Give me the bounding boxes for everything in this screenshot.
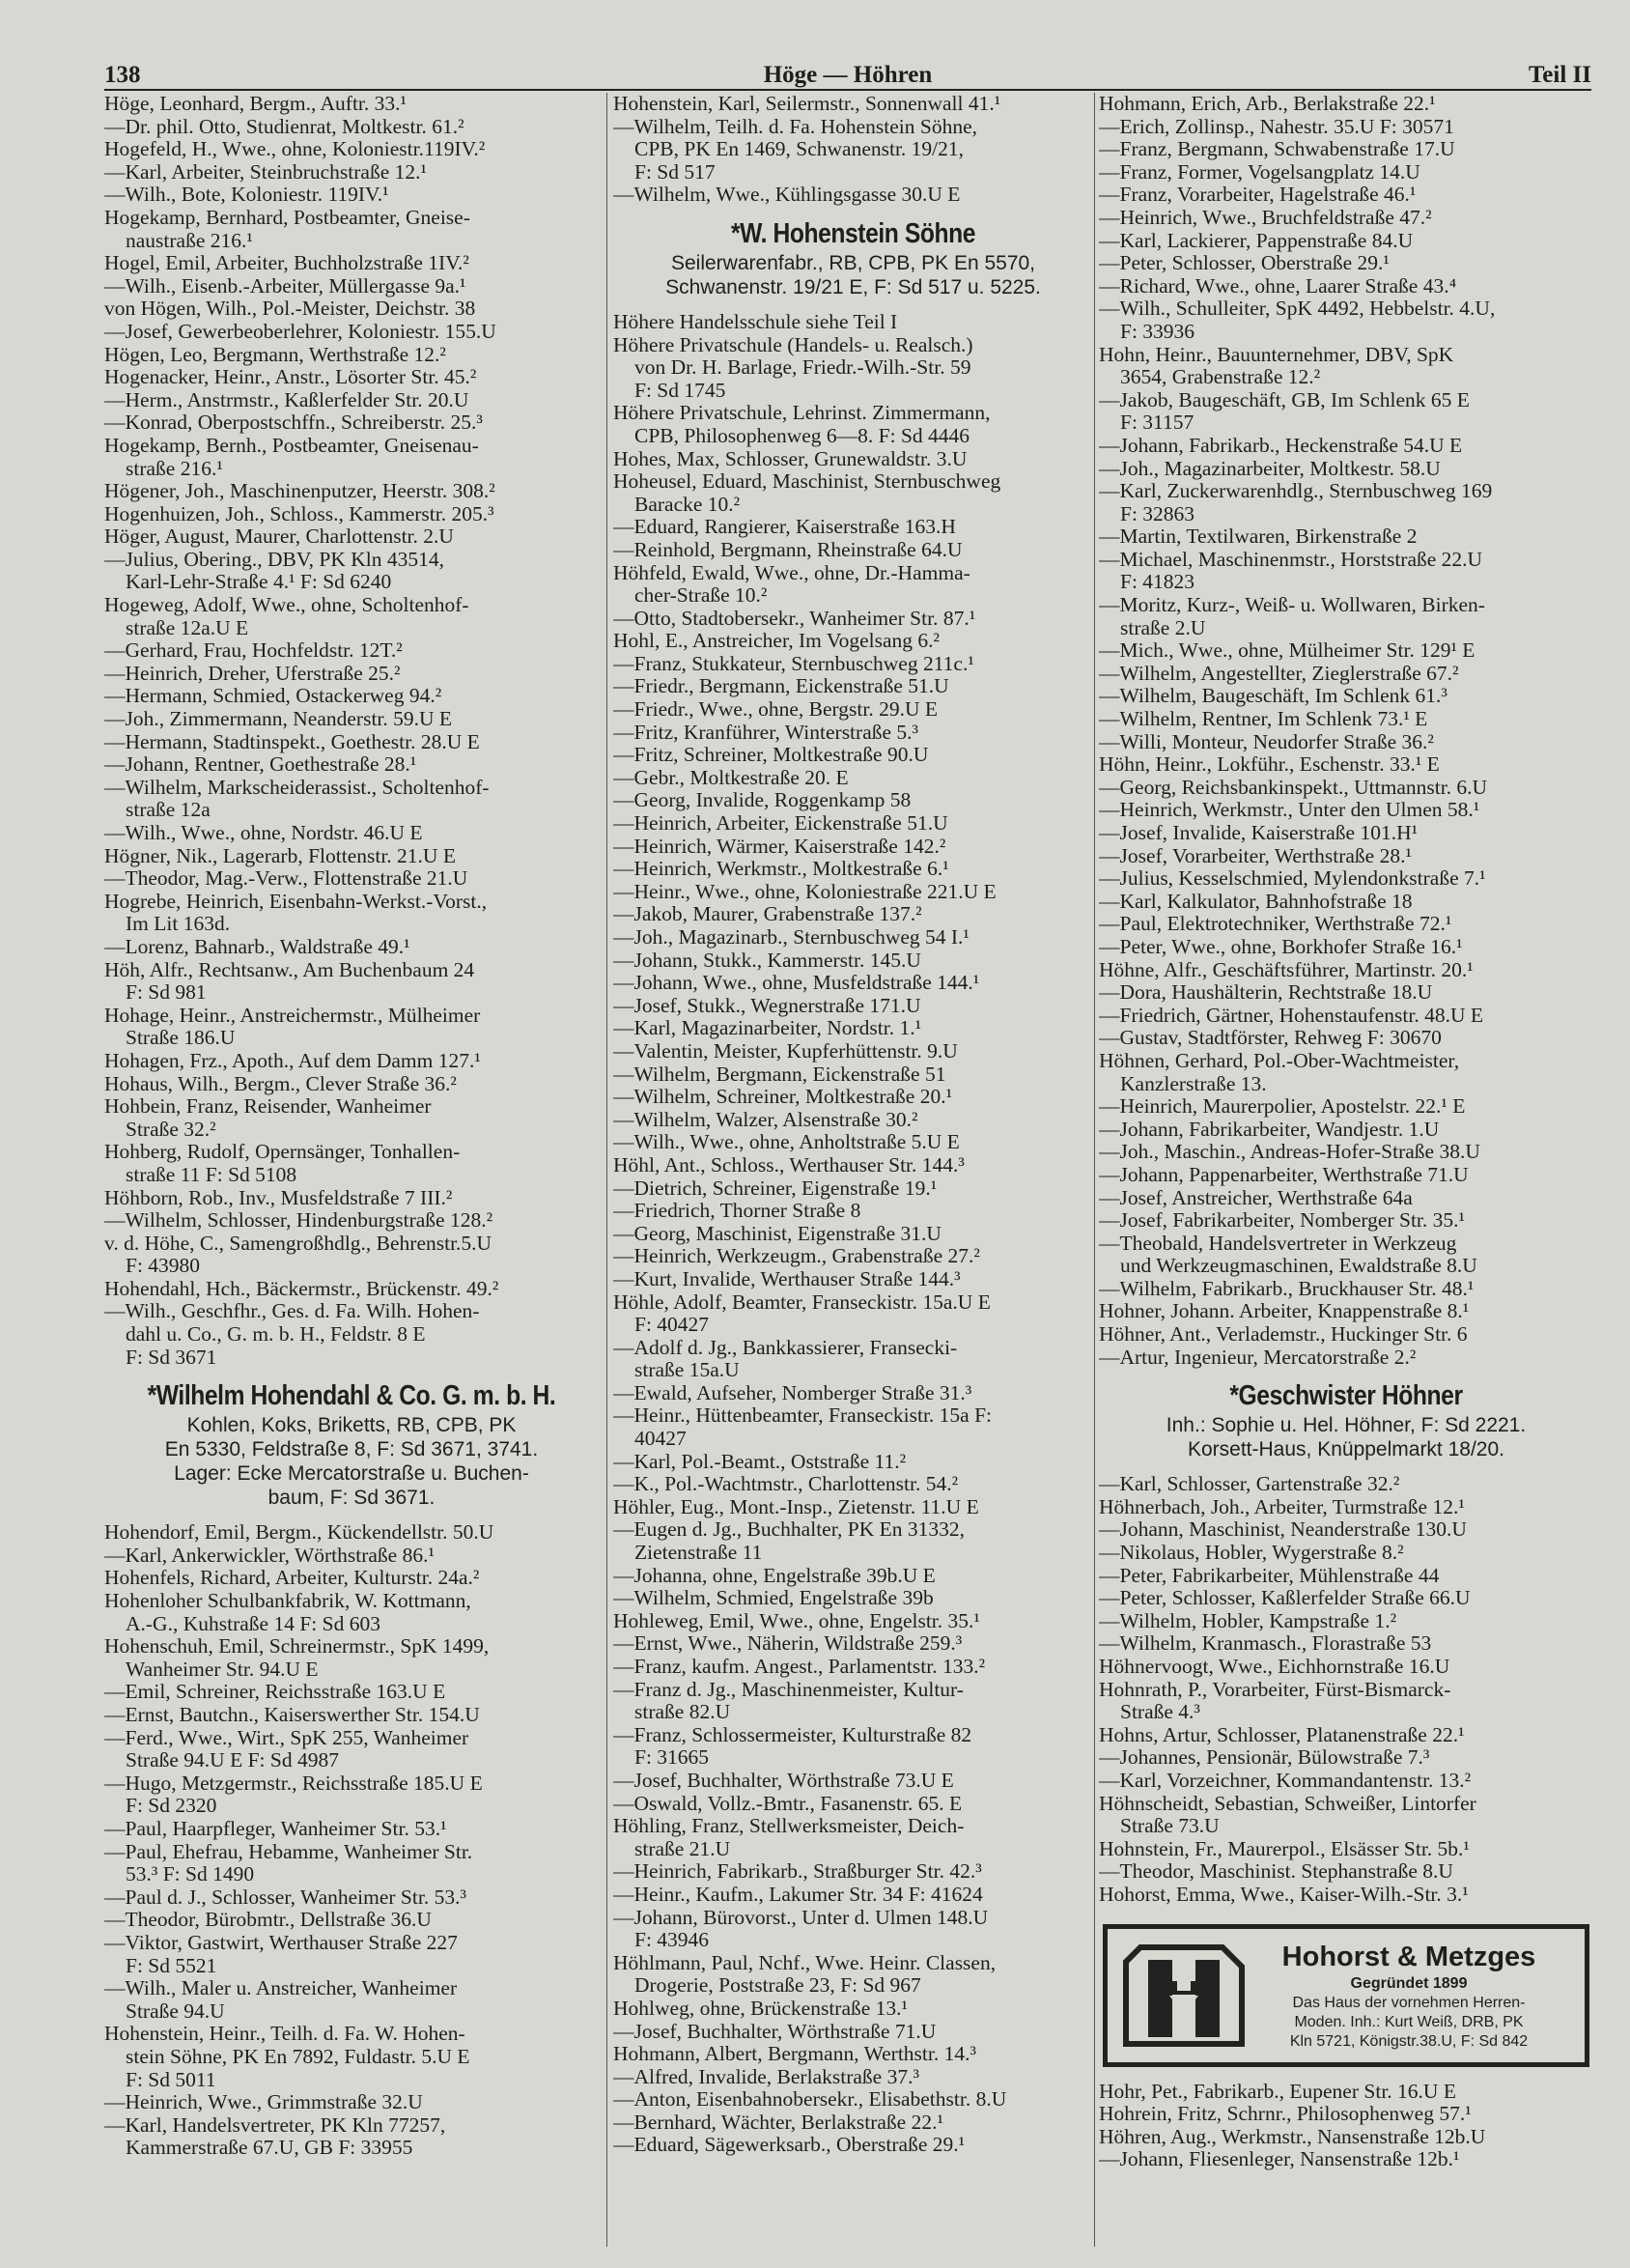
directory-entry: Hohaus, Wilh., Bergm., Clever Straße 36.² (104, 1072, 457, 1095)
directory-entry: —Johanna, ohne, Engelstraße 39b.U E (613, 1564, 936, 1587)
directory-entry: —Joh., Zimmermann, Neanderstr. 59.U E (104, 708, 453, 731)
column-2 (613, 93, 1093, 2157)
directory-entry: —Johann, Maschinist, Neanderstraße 130.U (1099, 1518, 1467, 1542)
directory-entry: Hohner, Johann. Arbeiter, Knappenstraße 8.¹ (1099, 1300, 1470, 1323)
directory-entry: Hogenacker, Heinr., Anstr., Lösorter Str. 45.² (104, 366, 477, 389)
directory-entry: —Eduard, Rangierer, Kaiserstraße 163.H (613, 516, 956, 539)
entry-continuation: F: Sd 5011 (126, 2068, 216, 2091)
directory-entry: —Erich, Zollinsp., Nahestr. 35.U F: 30571 (1099, 115, 1454, 138)
entry-continuation: F: Sd 1745 (634, 379, 726, 402)
directory-entry: —Viktor, Gastwirt, Werthauser Straße 227 (104, 1931, 458, 1954)
directory-entry: —Dietrich, Schreiner, Eigenstraße 19.¹ (613, 1177, 938, 1200)
ad-title: *W. Hohenstein Söhne (730, 217, 976, 249)
part-label: Teil II (1528, 62, 1591, 88)
directory-entry: Höhere Handelsschule siehe Teil I (613, 310, 898, 333)
ad-line: Lager: Ecke Mercatorstraße u. Buchen- (174, 1462, 529, 1486)
entry-continuation: straße 12a (126, 799, 211, 822)
directory-entry: —Karl, Vorzeichner, Kommandantenstr. 13.² (1099, 1769, 1472, 1792)
directory-entry: —Anton, Eisenbahnobersekr., Elisabethstr. 8.U (613, 2088, 1007, 2112)
directory-entry: —Eugen d. Jg., Buchhalter, PK En 31332, (613, 1518, 965, 1542)
directory-entry: —Ewald, Aufseher, Nomberger Straße 31.³ (613, 1381, 972, 1404)
directory-entry: —Wilh., Schulleiter, SpK 4492, Hebbelstr. 4.U, (1099, 298, 1496, 321)
directory-entry: Hogekamp, Bernhard, Postbeamter, Gneise- (104, 206, 470, 229)
directory-entry: —Julius, Obering., DBV, PK Kln 43514, (104, 548, 444, 571)
directory-entry: von Högen, Wilh., Pol.-Meister, Deichstr. 38 (104, 298, 476, 321)
directory-entry: —Julius, Kesselschmied, Mylendonkstraße 7.¹ (1099, 867, 1486, 891)
directory-entry: Höhfeld, Ewald, Wwe., ohne, Dr.-Hamma- (613, 561, 970, 584)
directory-entry: —Heinrich, Werkzeugm., Grabenstraße 27.² (613, 1245, 980, 1268)
entry-continuation: F: 43980 (126, 1255, 201, 1278)
directory-entry: —Fritz, Schreiner, Moltkestraße 90.U (613, 744, 929, 767)
directory-entry: —Josef, Vorarbeiter, Werthstraße 28.¹ (1099, 844, 1412, 867)
entry-continuation: Karl-Lehr-Straße 4.¹ F: Sd 6240 (126, 571, 392, 594)
directory-entry: —Franz, Stukkateur, Sternbuschweg 211c.¹ (613, 652, 974, 675)
directory-entry: Hogenhuizen, Joh., Schloss., Kammerstr. 205.³ (104, 502, 494, 525)
directory-entry: —Hermann, Stadtinspekt., Goethestr. 28.U E (104, 730, 480, 753)
ad-line: Korsett-Haus, Knüppelmarkt 18/20. (1187, 1438, 1504, 1461)
directory-entry: —Hugo, Metzgermstr., Reichsstraße 185.U E (104, 1772, 483, 1795)
directory-entry: —Paul, Elektrotechniker, Werthstraße 72.¹ (1099, 913, 1452, 936)
directory-entry: —Dora, Haushälterin, Rechtstraße 18.U (1099, 981, 1433, 1005)
directory-entry: Höhner, Ant., Verlademstr., Huckinger Str. 6 (1099, 1323, 1468, 1347)
entry-continuation: Baracke 10.² (634, 493, 741, 516)
entry-continuation: 3654, Grabenstraße 12.² (1120, 366, 1321, 389)
directory-entry: —Karl, Schlosser, Gartenstraße 32.² (1099, 1473, 1400, 1496)
directory-entry: —Theodor, Bürobmtr., Dellstraße 36.U (104, 1909, 432, 1932)
directory-entry: —Karl, Handelsvertreter, PK Kln 77257, (104, 2113, 446, 2137)
directory-entry: —Johann, Pappenarbeiter, Werthstraße 71.U (1099, 1163, 1469, 1186)
directory-entry: —Ernst, Wwe., Näherin, Wildstraße 259.³ (613, 1632, 963, 1656)
directory-entry: —Adolf d. Jg., Bankkassierer, Fransecki- (613, 1336, 958, 1359)
directory-entry: —Artur, Ingenieur, Mercatorstraße 2.² (1099, 1346, 1417, 1369)
entry-continuation: cher-Straße 10.² (634, 584, 768, 608)
directory-entry: —Wilh., Wwe., ohne, Anholtstraße 5.U E (613, 1131, 960, 1154)
directory-entry: Höhle, Adolf, Beamter, Franseckistr. 15a.U E (613, 1290, 991, 1314)
directory-entry: Hohberg, Rudolf, Opernsänger, Tonhallen- (104, 1141, 461, 1164)
ad-line: Inh.: Sophie u. Hel. Höhner, F: Sd 2221. (1166, 1414, 1527, 1437)
directory-entry: Högner, Nik., Lagerarb, Flottenstr. 21.U E (104, 844, 456, 867)
directory-entry: —Bernhard, Wächter, Berlakstraße 22.¹ (613, 2111, 943, 2134)
directory-entry: v. d. Höhe, C., Samengroßhdlg., Behrenstr.5.U (104, 1232, 492, 1255)
directory-entry: —Josef, Invalide, Kaiserstraße 101.H¹ (1099, 822, 1419, 844)
entry-continuation: F: 40427 (634, 1314, 710, 1337)
directory-entry: —Wilh., Eisenb.-Arbeiter, Müllergasse 9a.¹ (104, 274, 466, 298)
directory-entry: Hohenstein, Karl, Seilermstr., Sonnenwall 41.¹ (613, 93, 1001, 115)
directory-entry: Hohendorf, Emil, Bergm., Kückendellstr. 50.U (104, 1521, 494, 1545)
directory-entry: —Johann, Stukk., Kammerstr. 145.U (613, 949, 921, 972)
directory-entry: —Paul, Haarpfleger, Wanheimer Str. 53.¹ (104, 1817, 447, 1840)
directory-entry: —Franz, Schlossermeister, Kulturstraße 82 (613, 1723, 972, 1746)
directory-entry: —Georg, Maschinist, Eigenstraße 31.U (613, 1222, 941, 1245)
directory-entry: —Heinr., Kaufm., Lakumer Str. 34 F: 41624 (613, 1883, 983, 1906)
directory-entry: —Friedrich, Gärtner, Hohenstaufenstr. 48.U E (1099, 1004, 1483, 1027)
directory-entry: —Konrad, Oberpostschffn., Schreiberstr. 25.³ (104, 411, 483, 435)
directory-entry: —Nikolaus, Hobler, Wygerstraße 8.² (1099, 1542, 1404, 1565)
directory-entry: Höhborn, Rob., Inv., Musfeldstraße 7 III.² (104, 1186, 453, 1209)
directory-entry: Hoheusel, Eduard, Maschinist, Sternbuschweg (613, 470, 1001, 494)
directory-entry: —Gustav, Stadtförster, Rehweg F: 30670 (1099, 1027, 1442, 1050)
directory-entry: —Wilhelm, Schreiner, Moltkestraße 20.¹ (613, 1086, 953, 1109)
directory-entry: Höhren, Aug., Werkmstr., Nansenstraße 12b.U (1099, 2125, 1486, 2148)
directory-entry: —Peter, Wwe., ohne, Borkhofer Straße 16.¹ (1099, 935, 1463, 958)
directory-entry: Höhling, Franz, Stellwerksmeister, Deich- (613, 1815, 965, 1838)
directory-entry: —Heinrich, Arbeiter, Eickenstraße 51.U (613, 812, 948, 836)
directory-entry: Hohns, Artur, Schlosser, Platanenstraße 22.¹ (1099, 1723, 1465, 1746)
directory-entry: Hohbein, Franz, Reisender, Wanheimer (104, 1095, 432, 1119)
directory-entry: —Martin, Textilwaren, Birkenstraße 2 (1099, 525, 1418, 549)
directory-entry: Hohlweg, ohne, Brückenstraße 13.¹ (613, 1997, 908, 2020)
directory-entry: —Wilhelm, Hobler, Kampstraße 1.² (1099, 1609, 1397, 1632)
directory-entry: —Georg, Reichsbankinspekt., Uttmannstr. 6.U (1099, 776, 1488, 799)
directory-entry: —Peter, Schlosser, Oberstraße 29.¹ (1099, 252, 1390, 275)
directory-entry: —Josef, Buchhalter, Wörthstraße 71.U (613, 2020, 937, 2043)
entry-continuation: Drogerie, Poststraße 23, F: Sd 967 (634, 1974, 921, 1998)
directory-entry: Högen, Leo, Bergmann, Werthstraße 12.² (104, 343, 446, 366)
directory-entry: —Ferd., Wwe., Wirt., SpK 255, Wanheimer (104, 1726, 469, 1749)
entry-continuation: F: Sd 517 (634, 160, 716, 184)
entry-continuation: Im Lit 163d. (126, 913, 231, 936)
directory-entry: —Ernst, Bautchn., Kaiserswerther Str. 154.U (104, 1704, 480, 1726)
ad-line: Schwanenstr. 19/21 E, F: Sd 517 u. 5225. (665, 275, 1041, 298)
directory-entry: —Josef, Anstreicher, Werthstraße 64a (1099, 1186, 1413, 1209)
directory-entry: —Wilhelm, Walzer, Alsenstraße 30.² (613, 1108, 918, 1131)
entry-continuation: straße 15a.U (634, 1359, 740, 1382)
directory-entry: —Karl, Pol.-Beamt., Oststraße 11.² (613, 1450, 907, 1473)
entry-continuation: F: 32863 (1120, 502, 1195, 525)
directory-entry: Hohnrath, P., Vorarbeiter, Fürst-Bismarck- (1099, 1678, 1451, 1701)
directory-entry: Hohage, Heinr., Anstreichermstr., Mülheimer (104, 1004, 481, 1027)
entry-continuation: dahl u. Co., G. m. b. H., Feldstr. 8 E (126, 1323, 426, 1347)
entry-continuation: Straße 94.U (126, 1999, 225, 2023)
entry-continuation: straße 216.¹ (126, 457, 223, 480)
ad-line: En 5330, Feldstraße 8, F: Sd 3671, 3741. (164, 1438, 539, 1461)
directory-entry: —Wilh., Maler u. Anstreicher, Wanheimer (104, 1977, 458, 2000)
advertisement (613, 216, 1093, 299)
directory-entry: —Josef, Stukk., Wegnerstraße 171.U (613, 994, 921, 1017)
directory-entry: —Heinrich, Dreher, Uferstraße 25.² (104, 662, 401, 685)
entry-continuation: stein Söhne, PK En 7892, Fuldastr. 5.U E (126, 2045, 470, 2068)
directory-entry: —Wilhelm, Angestellter, Zieglerstraße 67.² (1099, 662, 1459, 685)
directory-entry: Hohl, E., Anstreicher, Im Vogelsang 6.² (613, 630, 940, 653)
ad-text (1247, 1940, 1571, 2052)
entry-continuation: CPB, PK En 1469, Schwanenstr. 19/21, (634, 138, 965, 161)
directory-entry: —Heinrich, Wwe., Bruchfeldstraße 47.² (1099, 206, 1432, 229)
directory-entry: —Heinrich, Wwe., Grimmstraße 32.U (104, 2091, 423, 2114)
directory-entry: —Georg, Invalide, Roggenkamp 58 (613, 789, 912, 812)
directory-entry: —Herm., Anstrmstr., Kaßlerfelder Str. 20.U (104, 388, 469, 411)
directory-entry: Hohendahl, Hch., Bäckermstr., Brückenstr. 49.² (104, 1277, 499, 1300)
directory-entry: —Johann, Fabrikarb., Heckenstraße 54.U E (1099, 434, 1463, 457)
directory-entry: Höhnerbach, Joh., Arbeiter, Turmstraße 12.¹ (1099, 1495, 1465, 1518)
directory-entry: —Hermann, Schmied, Ostackerweg 94.² (104, 685, 442, 708)
directory-entry: Hohnstein, Fr., Maurerpol., Elsässer Str. 5b.¹ (1099, 1837, 1470, 1860)
directory-entry: —Josef, Gewerbeoberlehrer, Koloniestr. 155.U (104, 320, 496, 343)
directory-entry: —Michael, Maschinenmstr., Horststraße 22.U (1099, 548, 1483, 571)
directory-entry: —Willi, Monteur, Neudorfer Straße 36.² (1099, 730, 1434, 753)
directory-entry: Hohagen, Frz., Apoth., Auf dem Damm 127.¹ (104, 1049, 481, 1072)
entry-continuation: F: Sd 3671 (126, 1346, 217, 1369)
directory-entry: —Lorenz, Bahnarb., Waldstraße 49.¹ (104, 935, 410, 958)
directory-entry: —Wilh., Wwe., ohne, Nordstr. 46.U E (104, 822, 423, 844)
ad-line: Kohlen, Koks, Briketts, RB, CPB, PK (186, 1414, 517, 1437)
directory-entry: —Johann, Fabrikarbeiter, Wandjestr. 1.U (1099, 1118, 1440, 1141)
directory-entry: —K., Pol.-Wachtmstr., Charlottenstr. 54.² (613, 1473, 959, 1496)
entry-continuation: Straße 4.³ (1120, 1701, 1200, 1724)
directory-entry: —Joh., Maschin., Andreas-Hofer-Straße 38.U (1099, 1141, 1480, 1164)
entry-continuation: A.-G., Kuhstraße 14 F: Sd 603 (126, 1612, 380, 1635)
directory-entry: Hohn, Heinr., Bauunternehmer, DBV, SpK (1099, 343, 1454, 366)
directory-entry: Höhler, Eug., Mont.-Insp., Zietenstr. 11.U E (613, 1495, 979, 1518)
column-1 (104, 93, 599, 2160)
ad-line: baum, F: Sd 3671. (267, 1487, 436, 1510)
directory-entry: Höhnscheidt, Sebastian, Schweißer, Lintorfer (1099, 1792, 1476, 1815)
directory-entry: —Wilhelm, Teilh. d. Fa. Hohenstein Söhne, (613, 115, 978, 138)
directory-entry: Hogefeld, H., Wwe., ohne, Koloniestr.119IV.² (104, 138, 486, 161)
ad-line: Moden. Inh.: Kurt Weiß, DRB, PK (1294, 2013, 1524, 2030)
entry-continuation: F: 41823 (1120, 571, 1195, 594)
directory-entry: Hohenstein, Heinr., Teilh. d. Fa. W. Hohen- (104, 2023, 465, 2046)
entry-continuation: F: 33936 (1120, 320, 1195, 343)
directory-entry: Hohenschuh, Emil, Schreinermstr., SpK 1499, (104, 1635, 490, 1658)
directory-entry: —Otto, Stadtobersekr., Wanheimer Str. 87.¹ (613, 607, 976, 630)
directory-entry: Höhne, Alfr., Geschäftsführer, Martinstr. 20.¹ (1099, 958, 1474, 981)
directory-entry: —Joh., Magazinarbeiter, Moltkestr. 58.U (1099, 457, 1441, 480)
entry-continuation: naustraße 216.¹ (126, 229, 253, 252)
directory-entry: —Wilhelm, Fabrikarb., Bruckhauser Str. 48.¹ (1099, 1277, 1475, 1300)
entry-continuation: straße 82.U (634, 1701, 731, 1724)
directory-entry: Höhn, Heinr., Lokführ., Eschenstr. 33.¹ E (1099, 753, 1440, 777)
advertisement (1099, 1378, 1593, 1461)
directory-entry: —Eduard, Sägewerksarb., Oberstraße 29.¹ (613, 2134, 966, 2157)
directory-entry: Hohenloher Schulbankfabrik, W. Kottmann, (104, 1590, 471, 1613)
directory-entry: —Franz, Former, Vogelsangplatz 14.U (1099, 160, 1420, 184)
directory-entry: —Wilh., Bote, Koloniestr. 119IV.¹ (104, 184, 389, 207)
directory-entry: —Gerhard, Frau, Hochfeldstr. 12T.² (104, 639, 403, 663)
directory-entry: —Johann, Rentner, Goethestraße 28.¹ (104, 753, 417, 777)
directory-entry: —Karl, Arbeiter, Steinbruchstraße 12.¹ (104, 160, 427, 184)
directory-entry: —Theobald, Handelsvertreter in Werkzeug (1099, 1232, 1457, 1255)
entry-continuation: CPB, Philosophenweg 6—8. F: Sd 4446 (634, 424, 970, 447)
entry-continuation: Straße 32.² (126, 1118, 216, 1141)
directory-entry: —Heinrich, Werkmstr., Moltkestraße 6.¹ (613, 858, 949, 881)
header-rule (104, 89, 1591, 91)
ad-line: Das Haus der vornehmen Herren- (1292, 1994, 1526, 2011)
directory-entry: —Wilhelm, Schlosser, Hindenburgstraße 128.² (104, 1209, 493, 1233)
entry-continuation: 53.³ F: Sd 1490 (126, 1863, 255, 1886)
directory-entry: Hohrein, Fritz, Schrnr., Philosophenweg 57.¹ (1099, 2103, 1472, 2126)
directory-entry: —Wilhelm, Bergmann, Eickenstraße 51 (613, 1063, 946, 1086)
directory-entry: Höhnervoogt, Wwe., Eichhornstraße 16.U (1099, 1656, 1450, 1678)
directory-entry: Höhere Privatschule (Handels- u. Realsch.) (613, 333, 973, 356)
entry-continuation: Straße 73.U (1120, 1815, 1220, 1838)
ad-line: Gegründet 1899 (1350, 1974, 1468, 1992)
directory-entry: —Heinrich, Werkmstr., Unter den Ulmen 58.¹ (1099, 799, 1480, 822)
ad-line: Kln 5721, Königstr.38.U, F: Sd 842 (1289, 2032, 1529, 2050)
directory-entry: —Dr. phil. Otto, Studienrat, Moltkestr. 61.² (104, 115, 464, 138)
entry-continuation: F: 43946 (634, 1929, 710, 1952)
directory-entry: —Alfred, Invalide, Berlakstraße 37.³ (613, 2065, 919, 2088)
ad-title: *Wilhelm Hohendahl & Co. G. m. b. H. (147, 1380, 556, 1412)
directory-entry: —Franz, Bergmann, Schwabenstraße 17.U (1099, 138, 1455, 161)
directory-entry: Höh, Alfr., Rechtsanw., Am Buchenbaum 24 (104, 958, 475, 981)
directory-entry: Högener, Joh., Maschinenputzer, Heerstr. 308.² (104, 480, 495, 503)
directory-entry: —Wilhelm, Schmied, Engelstraße 39b (613, 1587, 934, 1610)
directory-entry: Höger, August, Maurer, Charlottenstr. 2.U (104, 525, 454, 549)
entry-continuation: Zietenstraße 11 (634, 1542, 763, 1565)
directory-entry: —Karl, Zuckerwarenhdlg., Sternbuschweg 169 (1099, 480, 1493, 503)
directory-entry: —Franz, kaufm. Angest., Parlamentstr. 133.² (613, 1656, 986, 1678)
directory-entry: —Franz d. Jg., Maschinenmeister, Kultur- (613, 1678, 964, 1701)
directory-entry: —Wilhelm, Baugeschäft, Im Schlenk 61.³ (1099, 685, 1447, 708)
directory-entry: —Wilhelm, Markscheiderassist., Scholtenhof- (104, 776, 490, 799)
directory-entry: Hohmann, Erich, Arb., Berlakstraße 22.¹ (1099, 93, 1436, 115)
entry-continuation: Straße 94.U E F: Sd 4987 (126, 1749, 339, 1772)
directory-entry: Hohes, Max, Schlosser, Grunewaldstr. 3.U (613, 447, 968, 470)
directory-entry: —Heinr., Wwe., ohne, Koloniestraße 221.U E (613, 880, 997, 903)
entry-continuation: F: 31665 (634, 1746, 710, 1770)
directory-entry: Hogeweg, Adolf, Wwe., ohne, Scholtenhof- (104, 594, 469, 617)
directory-entry: Hogekamp, Bernh., Postbeamter, Gneisenau- (104, 434, 479, 457)
directory-entry: —Heinrich, Maurerpolier, Apostelstr. 22.¹ E (1099, 1095, 1466, 1119)
directory-entry: —Moritz, Kurz-, Weiß- u. Wollwaren, Birken- (1099, 594, 1485, 617)
directory-entry: Hohenfels, Richard, Arbeiter, Kulturstr. 24a.² (104, 1567, 480, 1590)
directory-entry: —Paul, Ehefrau, Hebamme, Wanheimer Str. (104, 1840, 473, 1863)
directory-entry: Hohorst, Emma, Wwe., Kaiser-Wilh.-Str. 3.¹ (1099, 1883, 1469, 1906)
directory-entry: Hohr, Pet., Fabrikarb., Eupener Str. 16.U E (1099, 2080, 1456, 2103)
advertisement-box (1103, 1924, 1589, 2067)
directory-entry: Hogrebe, Heinrich, Eisenbahn-Werkst.-Vorst., (104, 890, 488, 913)
directory-entry: Hohmann, Albert, Bergmann, Werthstr. 14.³ (613, 2043, 976, 2066)
directory-entry: Höhnen, Gerhard, Pol.-Ober-Wachtmeister, (1099, 1049, 1460, 1072)
ad-line: Seilerwarenfabr., RB, CPB, PK En 5570, (670, 251, 1036, 274)
directory-entry: —Fritz, Kranführer, Winterstraße 5.³ (613, 721, 918, 744)
directory-entry: Höhl, Ant., Schloss., Werthauser Str. 144.³ (613, 1153, 965, 1177)
directory-entry: Hogel, Emil, Arbeiter, Buchholzstraße 1IV.² (104, 252, 469, 275)
directory-entry: Höhere Privatschule, Lehrinst. Zimmermann, (613, 402, 991, 425)
directory-entry: —Karl, Ankerwickler, Wörthstraße 86.¹ (104, 1544, 435, 1567)
column-divider (1094, 93, 1095, 2247)
directory-entry: —Heinr., Hüttenbeamter, Franseckistr. 15a F: (613, 1404, 993, 1428)
directory-entry: —Josef, Fabrikarbeiter, Nomberger Str. 35.¹ (1099, 1209, 1465, 1233)
directory-entry: Höge, Leonhard, Bergm., Auftr. 33.¹ (104, 93, 407, 115)
directory-entry: —Friedr., Bergmann, Eickenstraße 51.U (613, 675, 949, 698)
entry-continuation: von Dr. H. Barlage, Friedr.-Wilh.-Str. 59 (634, 356, 971, 380)
directory-entry: —Oswald, Vollz.-Bmtr., Fasanenstr. 65. E (613, 1792, 963, 1815)
directory-entry: —Gebr., Moltkestraße 20. E (613, 766, 849, 789)
directory-entry: —Richard, Wwe., ohne, Laarer Straße 43.⁴ (1099, 274, 1457, 298)
entry-continuation: straße 12a.U E (126, 616, 249, 639)
directory-entry: —Wilhelm, Kranmasch., Florastraße 53 (1099, 1632, 1432, 1656)
directory-entry: —Friedrich, Thorner Straße 8 (613, 1200, 861, 1223)
directory-entry: —Johannes, Pensionär, Bülowstraße 7.³ (1099, 1746, 1430, 1770)
advertisement (104, 1378, 599, 1510)
directory-entry: Hohleweg, Emil, Wwe., ohne, Engelstr. 35.¹ (613, 1609, 980, 1632)
directory-entry: —Theodor, Maschinist. Stephanstraße 8.U (1099, 1860, 1453, 1884)
directory-entry: —Wilhelm, Wwe., Kühlingsgasse 30.U E (613, 184, 961, 207)
directory-entry: —Karl, Kalkulator, Bahnhofstraße 18 (1099, 890, 1413, 913)
directory-entry: —Franz, Vorarbeiter, Hagelstraße 46.¹ (1099, 184, 1417, 207)
directory-entry: —Johann, Bürovorst., Unter d. Ulmen 148.U (613, 1906, 989, 1929)
page-title: Höge — Höhren (763, 62, 933, 88)
directory-entry: —Emil, Schreiner, Reichsstraße 163.U E (104, 1681, 446, 1704)
directory-entry: —Karl, Magazinarbeiter, Nordstr. 1.¹ (613, 1017, 922, 1040)
directory-entry: —Mich., Wwe., ohne, Mülheimer Str. 129¹ E (1099, 639, 1475, 663)
directory-entry: —Jakob, Baugeschäft, GB, Im Schlenk 65 E (1099, 388, 1470, 411)
entry-continuation: F: Sd 981 (126, 981, 207, 1005)
directory-entry: —Heinrich, Fabrikarb., Straßburger Str. 42.³ (613, 1860, 982, 1884)
directory-entry: —Valentin, Meister, Kupferhüttenstr. 9.U (613, 1039, 958, 1063)
directory-entry: —Jakob, Maurer, Grabenstraße 137.² (613, 903, 922, 926)
entry-continuation: F: Sd 5521 (126, 1954, 217, 1977)
entry-continuation: Wanheimer Str. 94.U E (126, 1658, 319, 1681)
entry-continuation: straße 21.U (634, 1837, 731, 1860)
entry-continuation: F: 31157 (1120, 411, 1194, 435)
ad-title: *Geschwister Höhner (1229, 1380, 1463, 1412)
entry-continuation: Straße 186.U (126, 1027, 236, 1050)
directory-entry: —Wilh., Geschfhr., Ges. d. Fa. Wilh. Hohen- (104, 1300, 480, 1323)
directory-entry: —Reinhold, Bergmann, Rheinstraße 64.U (613, 538, 963, 561)
directory-entry: —Joh., Magazinarb., Sternbuschweg 54 I.¹ (613, 926, 970, 949)
directory-entry: —Kurt, Invalide, Werthauser Straße 144.³ (613, 1267, 961, 1290)
directory-entry: —Peter, Fabrikarbeiter, Mühlenstraße 44 (1099, 1564, 1440, 1587)
page-number: 138 (104, 62, 141, 88)
directory-entry: —Friedr., Wwe., ohne, Bergstr. 29.U E (613, 698, 939, 722)
directory-entry: —Heinrich, Wärmer, Kaiserstraße 142.² (613, 835, 946, 858)
page-header (104, 50, 1591, 89)
directory-entry: —Wilhelm, Rentner, Im Schlenk 73.¹ E (1099, 708, 1428, 731)
hohorst-metzges-logo (1121, 1942, 1247, 2049)
directory-entry: —Peter, Schlosser, Kaßlerfelder Straße 66.U (1099, 1587, 1471, 1610)
directory-entry: —Johann, Fliesenleger, Nansenstraße 12b.¹ (1099, 2148, 1460, 2171)
entry-continuation: Kammerstraße 67.U, GB F: 33955 (126, 2137, 413, 2160)
column-3 (1099, 93, 1593, 2171)
ad-title: Hohorst & Metzges (1281, 1941, 1536, 1972)
entry-continuation: und Werkzeugmaschinen, Ewaldstraße 8.U (1120, 1255, 1477, 1278)
directory-entry: —Johann, Wwe., ohne, Musfeldstraße 144.¹ (613, 972, 980, 995)
entry-continuation: F: Sd 2320 (126, 1795, 217, 1818)
directory-entry: —Paul d. J., Schlosser, Wanheimer Str. 53.³ (104, 1885, 466, 1909)
entry-continuation: Kanzlerstraße 13. (1120, 1072, 1267, 1095)
entry-continuation: straße 2.U (1120, 616, 1206, 639)
entry-continuation: straße 11 F: Sd 5108 (126, 1163, 297, 1186)
entry-continuation: 40427 (634, 1428, 687, 1451)
directory-entry: —Karl, Lackierer, Pappenstraße 84.U (1099, 229, 1414, 252)
directory-entry: Höhlmann, Paul, Nchf., Wwe. Heinr. Classen, (613, 1951, 997, 1974)
column-divider (606, 93, 607, 2247)
directory-entry: —Josef, Buchhalter, Wörthstraße 73.U E (613, 1769, 954, 1792)
directory-entry: —Theodor, Mag.-Verw., Flottenstraße 21.U (104, 867, 468, 891)
